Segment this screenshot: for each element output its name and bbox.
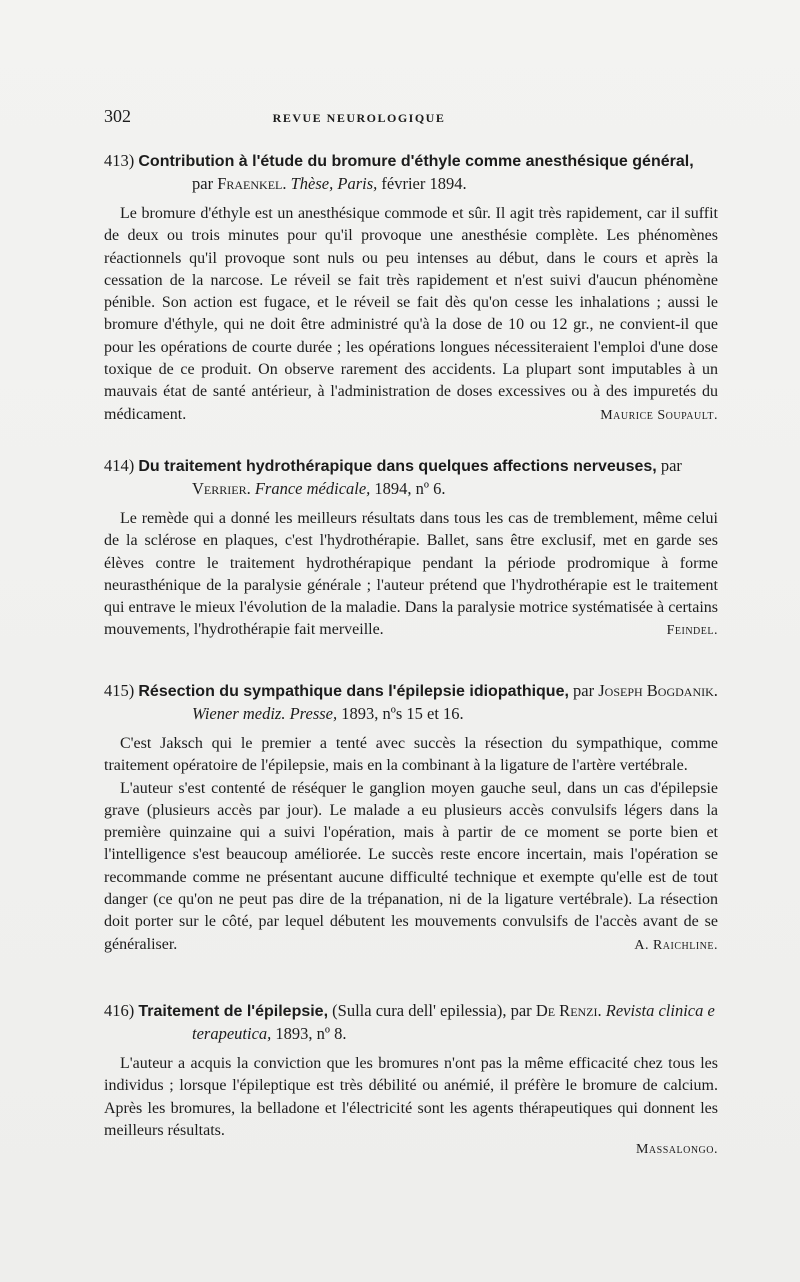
article-heading	[104, 150, 718, 195]
article-title: Du traitement hydrothérapique dans quelques affections nerveuses,	[138, 458, 657, 475]
article-source: France médicale,	[254, 479, 371, 498]
paragraph-text: L'auteur a acquis la conviction que les bromures n'ont pas la même efficacité chez tous les individus ; lorsque l'épileptique est très débilité ou anémié, il préfère le bromure de calcium. Après les bromures, la belladone et l'électricité sont les agents thérapeutiques qui donnent les meilleurs résultats.	[104, 1055, 718, 1139]
article-415	[104, 680, 718, 957]
article-date: février 1894.	[381, 174, 467, 193]
article-413	[104, 150, 718, 427]
article-title: Contribution à l'étude du bromure d'éthyle comme anesthésique général,	[138, 153, 694, 170]
paragraph-text: C'est Jaksch qui le premier a tenté avec succès la résection du sympathique, comme traitement opératoire de l'épilepsie, mais en la combinant à la ligature de l'artère vertébrale.	[104, 735, 718, 775]
article-signature: Maurice Soupault.	[600, 407, 718, 423]
article-paragraph	[104, 778, 718, 956]
article-author: Fraenkel.	[217, 174, 287, 193]
citation-prefix: par	[192, 174, 214, 193]
paragraph-text: L'auteur s'est contenté de réséquer le ganglion moyen gauche seul, dans un cas d'épilepsie grave (plusieurs accès par jour). Le malade a eu plusieurs accès convulsifs légers dans la première quinzaine qui a suivi l'opération, mais à partir de ce moment se porte bien et l'intelligence s'est beaucoup améliorée. Le succès reste encore incertain, mais l'opération se recommande comme ne présentant aucune difficulté technique et exempte qu'elle est de tout danger (ce qu'on ne peut pas dire de la trépanation, ni de la ligature vertébrale). La résection doit porter sur le côté, par lequel débutent les mouvements convulsifs de l'accès avant de se généraliser.	[104, 779, 718, 953]
article-heading	[104, 1000, 718, 1045]
article-title: Résection du sympathique dans l'épilepsie idiopathique,	[138, 683, 569, 700]
running-title: REVUE NEUROLOGIQUE	[272, 111, 446, 125]
article-source: Wiener mediz. Presse,	[192, 704, 338, 723]
article-heading	[104, 455, 718, 500]
article-paragraph	[104, 733, 718, 778]
article-signature: A. Raichline.	[634, 937, 718, 953]
paragraph-text: Le remède qui a donné les meilleurs résultats dans tous les cas de tremblement, même celui de la sclérose en plaques, c'est l'hydrothérapie. Ballet, sans être exclusif, met en garde ses élèves contre le traitement hydrothérapique pendant la période prodromique à forme neurasthénique de la paralysie générale ; l'auteur prétend que l'hydrothérapie est le traitement qui entrave le mieux l'évolution de la maladie. Dans la paralysie motrice systématisée à certains mouvements, l'hydrothérapie fait merveille.	[104, 510, 718, 639]
article-date: 1894, nº 6.	[374, 479, 446, 498]
citation-prefix: par	[660, 456, 682, 475]
page-header	[104, 106, 704, 130]
article-paragraph	[104, 203, 718, 426]
article-date: 1893, nºs 15 et 16.	[341, 704, 464, 723]
article-number: 414)	[104, 456, 135, 475]
article-author: Joseph Bogdanik.	[598, 681, 718, 700]
article-number: 416)	[104, 1001, 135, 1020]
article-date: 1893, nº 8.	[275, 1024, 347, 1043]
citation-prefix: par	[573, 681, 595, 700]
article-author: Verrier.	[192, 479, 251, 498]
page-number: 302	[104, 106, 131, 126]
article-signature: Massalongo.	[635, 1142, 718, 1158]
article-signature: Feindel.	[666, 623, 718, 639]
article-source: Thèse, Paris,	[290, 174, 378, 193]
paragraph-text: Le bromure d'éthyle est un anesthésique commode et sûr. Il agit très rapidement, car il suffit de deux ou trois minutes pour qu'il provoque une anesthésie complète. Les phénomènes réactionnels qu'il provoque sont nuls ou peu intenses au début, dans le cours et après la cessation de la narcose. Le réveil se fait très rapidement et n'est suivi d'aucun phénomène pénible. Son action est fugace, et le réveil se fait dès qu'on cesse les inhalations ; aussi le bromure d'éthyle, qui ne doit être administré qu'à la dose de 10 ou 12 gr., ne convient-il que pour les opérations de courte durée ; les opérations longues nécessiteraient l'emploi d'une dose toxique de ce produit. On observe rarement des accidents. La plupart sont imputables à un mauvais état de santé antérieur, à l'administration de doses excessives ou à des impuretés du médicament.	[104, 205, 718, 423]
article-number: 415)	[104, 681, 135, 700]
article-author: De Renzi.	[535, 1001, 602, 1020]
citation-prefix: (Sulla cura dell' epilessia), par	[332, 1001, 532, 1020]
article-paragraph	[104, 1053, 718, 1142]
article-414	[104, 455, 718, 643]
article-paragraph	[104, 508, 718, 642]
article-416	[104, 1000, 718, 1158]
article-heading	[104, 680, 718, 725]
article-source: Revista clinica e terapeutica,	[192, 1001, 715, 1043]
article-number: 413)	[104, 151, 135, 170]
article-title: Traitement de l'épilepsie,	[138, 1003, 329, 1020]
